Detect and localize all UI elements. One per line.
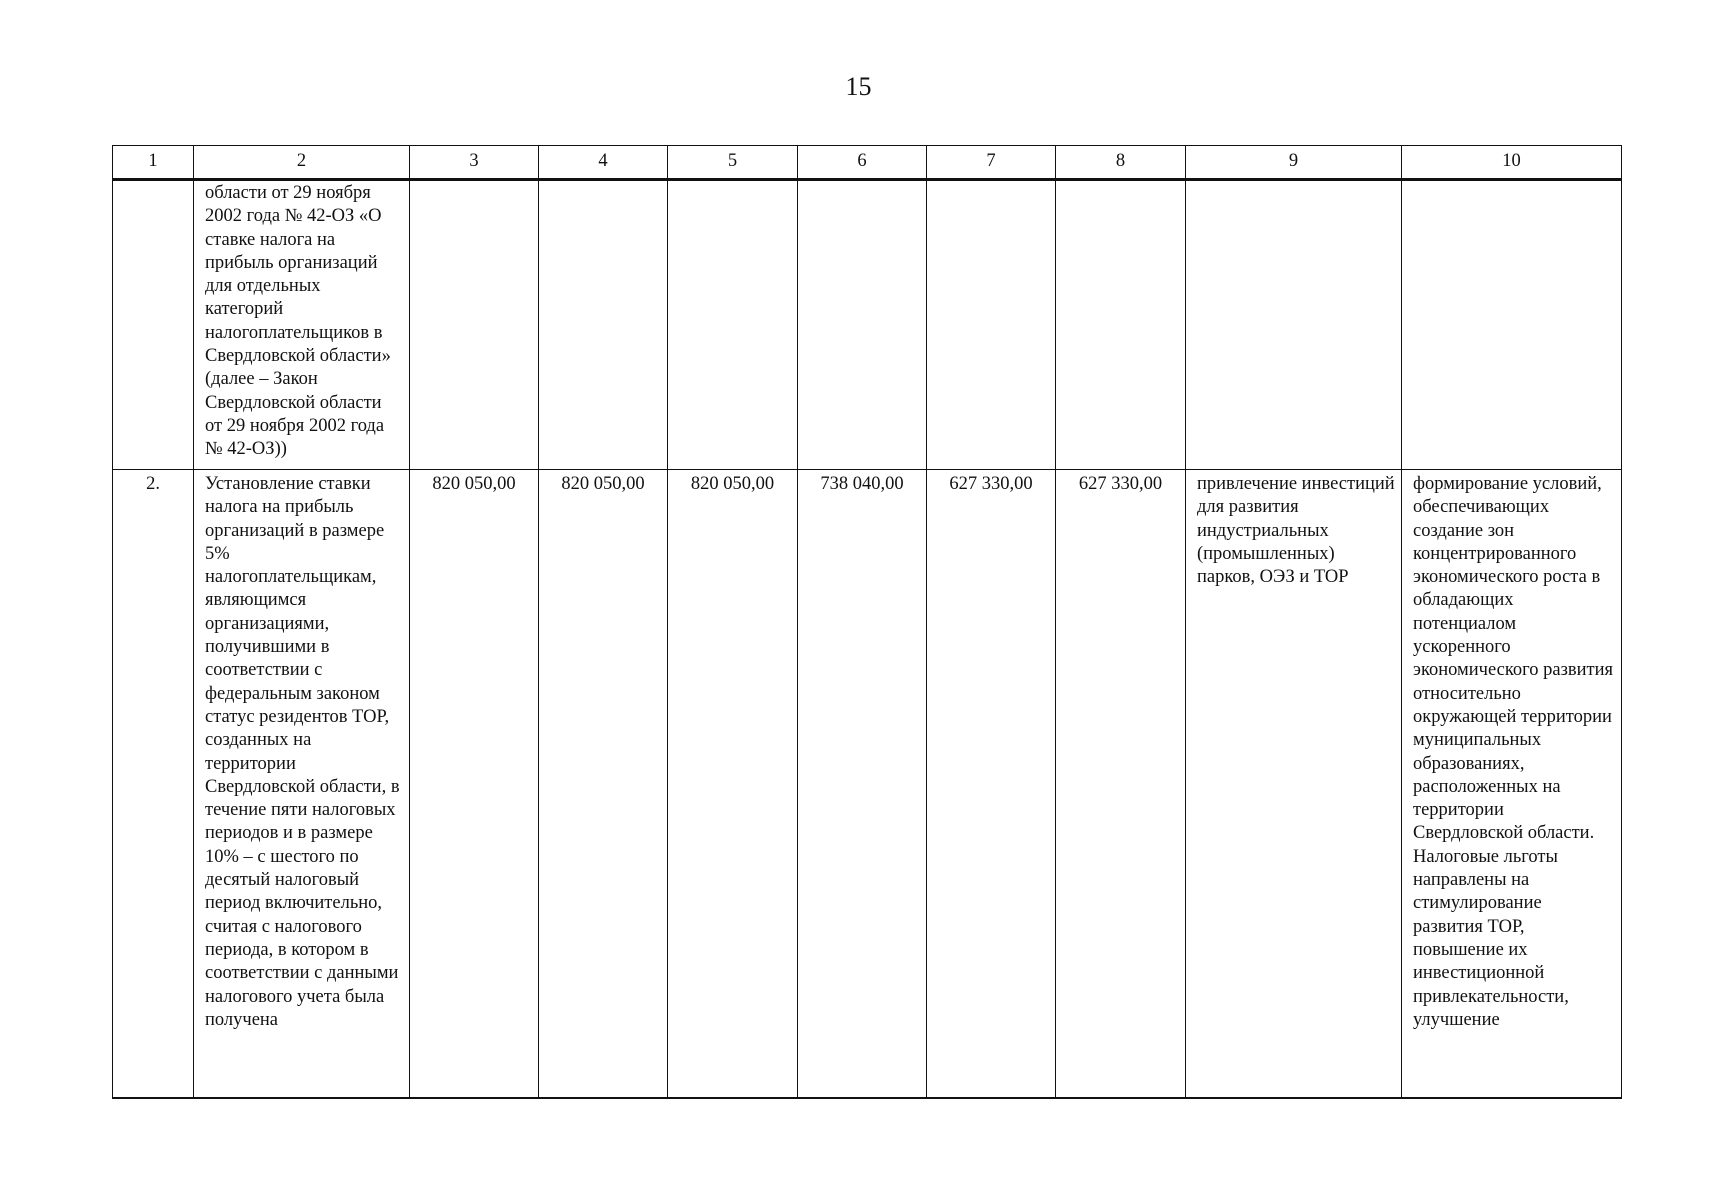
table-cell-value bbox=[410, 180, 539, 470]
column-header: 4 bbox=[539, 146, 668, 180]
table-cell-number bbox=[113, 180, 194, 470]
table-cell-goal: привлечение инвестиций для развития индустриальных (промышленных) парков, ОЭЗ и ТОР bbox=[1186, 470, 1402, 1099]
column-header: 3 bbox=[410, 146, 539, 180]
column-header: 1 bbox=[113, 146, 194, 180]
page-number: 15 bbox=[845, 72, 872, 101]
table-cell-value bbox=[539, 180, 668, 470]
table-cell-value: 820 050,00 bbox=[668, 470, 798, 1099]
table-cell-value bbox=[1056, 180, 1186, 470]
table-header-row bbox=[113, 146, 1622, 180]
column-header: 8 bbox=[1056, 146, 1186, 180]
table-cell-rationale bbox=[1402, 180, 1622, 470]
column-header: 6 bbox=[798, 146, 927, 180]
table-row bbox=[113, 180, 1622, 470]
table-cell-goal bbox=[1186, 180, 1402, 470]
column-header: 9 bbox=[1186, 146, 1402, 180]
table-cell-value: 820 050,00 bbox=[539, 470, 668, 1099]
table-cell-value: 820 050,00 bbox=[410, 470, 539, 1099]
data-table bbox=[112, 145, 1622, 1099]
table-cell-number: 2. bbox=[113, 470, 194, 1099]
column-header: 5 bbox=[668, 146, 798, 180]
table-cell-value bbox=[668, 180, 798, 470]
table-cell-value bbox=[927, 180, 1056, 470]
table-cell-value bbox=[798, 180, 927, 470]
column-header: 7 bbox=[927, 146, 1056, 180]
table-cell-description: Установление ставки налога на прибыль организаций в размере 5% налогоплательщикам, являющимся организациями, получившими в соответствии с федеральным законом статус резидентов ТОР, созданных на территории Свердловской области, в течение пяти налоговых периодов и в размере 10% – с шестого по десятый налоговый период включительно, считая с налогового периода, в котором в соответствии с данными налогового учета была получена bbox=[194, 470, 410, 1099]
table-row bbox=[113, 470, 1622, 1099]
table-cell-rationale: формирование условий, обеспечивающих создание зон концентрированного экономического роста в обладающих потенциалом ускоренного экономического развития относительно окружающей территории муниципальных образованиях, расположенных на территории Свердловской области. Налоговые льготы направлены на стимулирование развития ТОР, повышение их инвестиционной привлекательности, улучшение bbox=[1402, 470, 1622, 1099]
table-cell-description: области от 29 ноября 2002 года № 42-ОЗ «О ставке налога на прибыль организаций для отдельных категорий налогоплательщиков в Свердловской области» (далее – Закон Свердловской области от 29 ноября 2002 года № 42-ОЗ)) bbox=[194, 180, 410, 470]
table-cell-value: 738 040,00 bbox=[798, 470, 927, 1099]
column-header: 10 bbox=[1402, 146, 1622, 180]
table-cell-value: 627 330,00 bbox=[927, 470, 1056, 1099]
table-cell-value: 627 330,00 bbox=[1056, 470, 1186, 1099]
column-header: 2 bbox=[194, 146, 410, 180]
